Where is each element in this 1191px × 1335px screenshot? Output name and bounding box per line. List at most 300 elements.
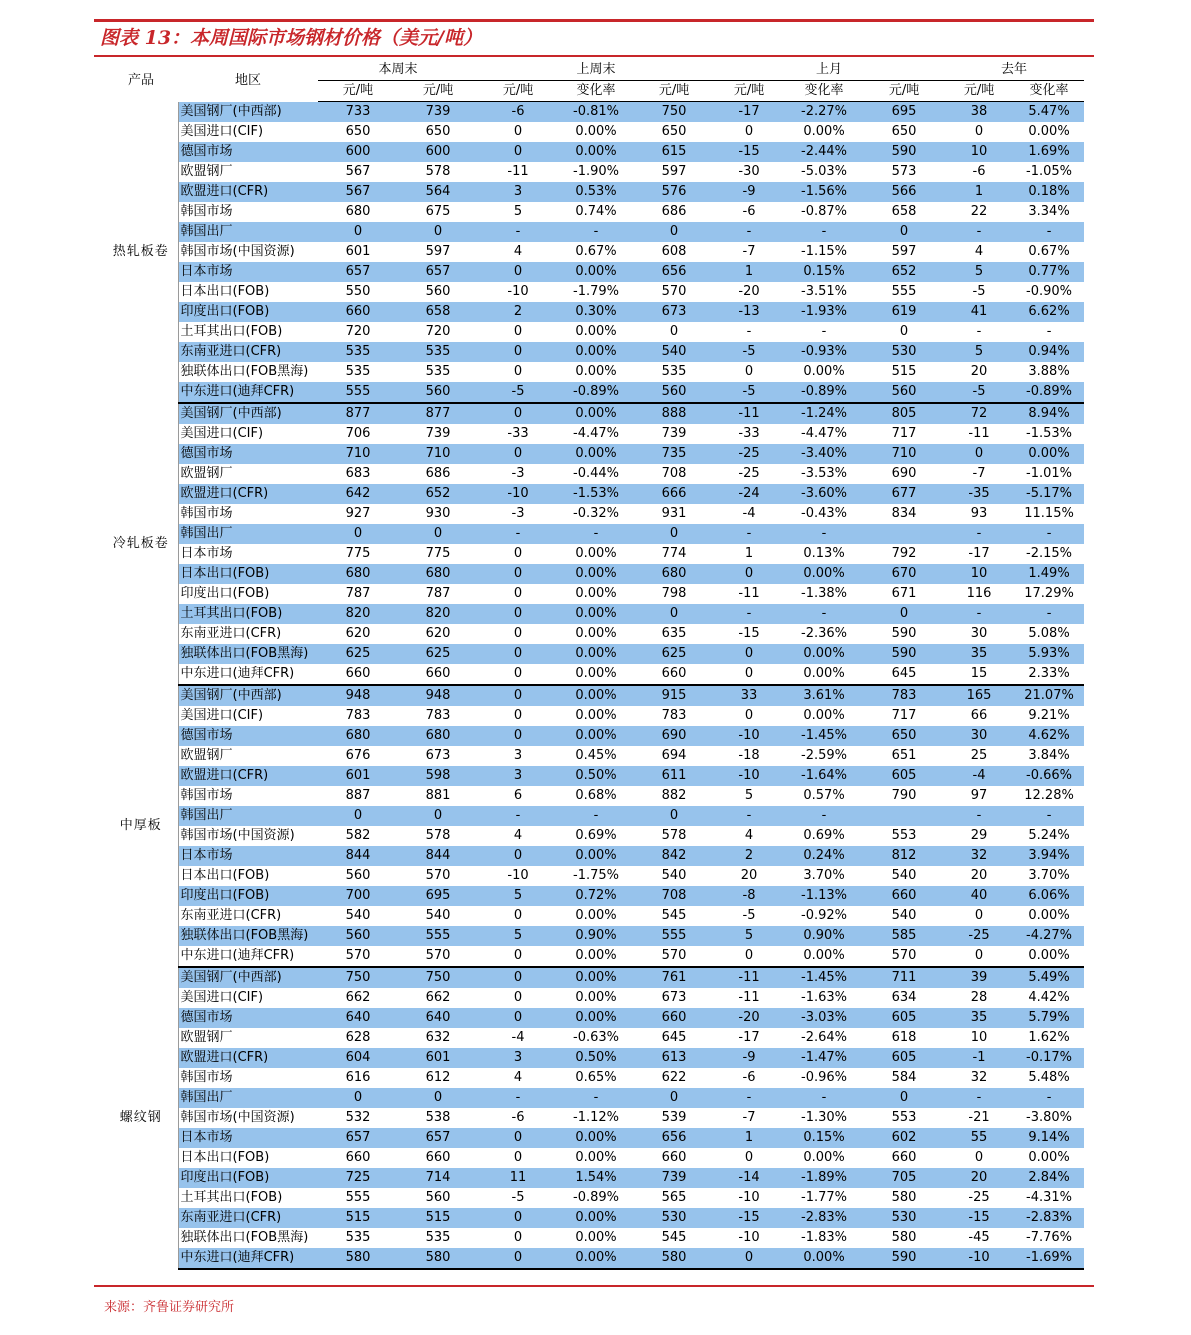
value-cell: -1.77% — [784, 1188, 864, 1208]
value-cell — [864, 524, 944, 544]
value-cell: -45 — [944, 1228, 1014, 1248]
value-cell: 650 — [634, 122, 714, 142]
value-cell: - — [714, 806, 784, 826]
value-cell: 0.00% — [784, 1248, 864, 1269]
value-cell: 35 — [944, 644, 1014, 664]
value-cell: 666 — [634, 484, 714, 504]
value-cell: 820 — [398, 604, 478, 624]
value-cell: 560 — [318, 866, 398, 886]
value-cell: -10 — [714, 766, 784, 786]
value-cell: 35 — [944, 1008, 1014, 1028]
region-cell: 韩国市场(中国资源) — [178, 242, 318, 262]
value-cell: 550 — [318, 282, 398, 302]
value-cell: 600 — [318, 142, 398, 162]
value-cell: 650 — [318, 122, 398, 142]
value-cell: - — [944, 222, 1014, 242]
value-cell: 3 — [478, 182, 558, 202]
value-cell: 15 — [944, 664, 1014, 685]
value-cell: 5 — [714, 926, 784, 946]
value-cell: -1.63% — [784, 988, 864, 1008]
value-cell: 538 — [398, 1108, 478, 1128]
value-cell: 650 — [864, 122, 944, 142]
value-cell: -7 — [944, 464, 1014, 484]
value-cell: 0 — [478, 122, 558, 142]
value-cell: -14 — [714, 1168, 784, 1188]
table-row — [104, 484, 1084, 504]
table-row — [104, 926, 1084, 946]
value-cell: 32 — [944, 846, 1014, 866]
value-cell: 0.00% — [784, 946, 864, 967]
value-cell: 0.00% — [558, 1248, 634, 1269]
table-row — [104, 1068, 1084, 1088]
value-cell: 532 — [318, 1108, 398, 1128]
value-cell: 0 — [714, 1248, 784, 1269]
value-cell: 0.00% — [558, 1008, 634, 1028]
value-cell: 3 — [478, 746, 558, 766]
figure-title: 图表 13：本周国际市场钢材价格（美元/吨） — [100, 27, 482, 49]
value-cell: 642 — [318, 484, 398, 504]
value-cell: 680 — [318, 202, 398, 222]
region-cell: 欧盟进口(CFR) — [178, 182, 318, 202]
value-cell: -1.38% — [784, 584, 864, 604]
value-cell: 11.15% — [1014, 504, 1084, 524]
value-cell: 597 — [864, 242, 944, 262]
value-cell: 739 — [398, 424, 478, 444]
top-rule — [94, 19, 1094, 22]
value-cell: 725 — [318, 1168, 398, 1188]
value-cell: -5 — [944, 282, 1014, 302]
value-cell: 706 — [318, 424, 398, 444]
table-row — [104, 946, 1084, 967]
value-cell: 0.00% — [784, 664, 864, 685]
value-cell: 605 — [864, 766, 944, 786]
table-row — [104, 846, 1084, 866]
value-cell: 567 — [318, 182, 398, 202]
value-cell: 5.93% — [1014, 644, 1084, 664]
value-cell: 22 — [944, 202, 1014, 222]
value-cell: 0.00% — [558, 726, 634, 746]
value-cell: 0.00% — [558, 362, 634, 382]
bottom-rule — [94, 1285, 1094, 1287]
value-cell: 0.00% — [558, 624, 634, 644]
value-cell: 116 — [944, 584, 1014, 604]
value-cell: 0.00% — [558, 444, 634, 464]
table-row — [104, 1248, 1084, 1269]
value-cell: -1.89% — [784, 1168, 864, 1188]
value-cell: 0.50% — [558, 1048, 634, 1068]
value-cell: -11 — [714, 988, 784, 1008]
value-cell: -5 — [478, 382, 558, 403]
value-cell: - — [1014, 806, 1084, 826]
region-cell: 韩国出厂 — [178, 1088, 318, 1108]
value-cell: -7 — [714, 1108, 784, 1128]
value-cell: 578 — [398, 162, 478, 182]
region-cell: 日本市场 — [178, 1128, 318, 1148]
region-cell: 韩国市场 — [178, 202, 318, 222]
value-cell: -1.12% — [558, 1108, 634, 1128]
value-cell: 632 — [398, 1028, 478, 1048]
value-cell: -1.01% — [1014, 464, 1084, 484]
value-cell: 0.94% — [1014, 342, 1084, 362]
price-table — [104, 60, 1084, 1270]
value-cell: 775 — [398, 544, 478, 564]
value-cell: 660 — [318, 664, 398, 685]
value-cell: 0 — [478, 1228, 558, 1248]
value-cell: -0.92% — [784, 906, 864, 926]
value-cell: 0 — [478, 584, 558, 604]
value-cell: 660 — [864, 886, 944, 906]
value-cell: 0.00% — [558, 564, 634, 584]
value-cell: 3.84% — [1014, 746, 1084, 766]
value-cell: 40 — [944, 886, 1014, 906]
table-row — [104, 624, 1084, 644]
value-cell: 0 — [478, 624, 558, 644]
table-row — [104, 664, 1084, 685]
value-cell: 580 — [318, 1248, 398, 1269]
region-cell: 东南亚进口(CFR) — [178, 906, 318, 926]
value-cell: -0.89% — [1014, 382, 1084, 403]
value-cell: 545 — [634, 906, 714, 926]
value-cell: 5 — [478, 926, 558, 946]
header-sub: 元/吨 — [318, 81, 398, 102]
region-cell: 欧盟进口(CFR) — [178, 1048, 318, 1068]
value-cell: 0.90% — [784, 926, 864, 946]
header-group-last-week: 上周末 — [478, 60, 714, 81]
value-cell: 735 — [634, 444, 714, 464]
value-cell: - — [714, 322, 784, 342]
value-cell: 640 — [398, 1008, 478, 1028]
header-product: 产品 — [127, 72, 154, 88]
region-cell: 东南亚进口(CFR) — [178, 624, 318, 644]
value-cell: 585 — [864, 926, 944, 946]
value-cell: - — [478, 524, 558, 544]
value-cell: 930 — [398, 504, 478, 524]
value-cell: 761 — [634, 967, 714, 988]
value-cell: 3 — [478, 766, 558, 786]
value-cell: 0 — [478, 322, 558, 342]
value-cell: 515 — [864, 362, 944, 382]
table-row — [104, 362, 1084, 382]
value-cell: 1.62% — [1014, 1028, 1084, 1048]
value-cell: -0.87% — [784, 202, 864, 222]
value-cell: 0 — [714, 564, 784, 584]
value-cell: -1.45% — [784, 967, 864, 988]
value-cell: 710 — [398, 444, 478, 464]
value-cell: 1.54% — [558, 1168, 634, 1188]
value-cell: -1.45% — [784, 726, 864, 746]
value-cell: -10 — [714, 1188, 784, 1208]
value-cell: 660 — [634, 664, 714, 685]
value-cell: -24 — [714, 484, 784, 504]
value-cell: 0.13% — [784, 544, 864, 564]
value-cell: 616 — [318, 1068, 398, 1088]
value-cell: 662 — [398, 988, 478, 1008]
table-row — [104, 1088, 1084, 1108]
header-sub: 变化率 — [1014, 81, 1084, 102]
value-cell: -1 — [944, 1048, 1014, 1068]
value-cell: 739 — [634, 1168, 714, 1188]
value-cell: 0.00% — [558, 342, 634, 362]
value-cell: 540 — [634, 866, 714, 886]
value-cell: 0.77% — [1014, 262, 1084, 282]
value-cell: 660 — [634, 1008, 714, 1028]
value-cell: 673 — [398, 746, 478, 766]
value-cell: 927 — [318, 504, 398, 524]
value-cell: -8 — [714, 886, 784, 906]
value-cell: 539 — [634, 1108, 714, 1128]
table-row — [104, 584, 1084, 604]
value-cell: -3.51% — [784, 282, 864, 302]
table-row — [104, 604, 1084, 624]
region-cell: 美国钢厂(中西部) — [178, 403, 318, 424]
value-cell: 5 — [478, 886, 558, 906]
value-cell: 3.61% — [784, 685, 864, 706]
value-cell: -25 — [714, 444, 784, 464]
value-cell: 97 — [944, 786, 1014, 806]
value-cell: -25 — [944, 926, 1014, 946]
region-cell: 欧盟钢厂 — [178, 746, 318, 766]
value-cell: 4 — [478, 242, 558, 262]
value-cell: 0.00% — [558, 403, 634, 424]
value-cell: 0 — [398, 524, 478, 544]
table-row — [104, 806, 1084, 826]
region-cell: 德国市场 — [178, 142, 318, 162]
value-cell: 0 — [634, 806, 714, 826]
value-cell: 657 — [318, 1128, 398, 1148]
value-cell: 645 — [864, 664, 944, 685]
value-cell: 21.07% — [1014, 685, 1084, 706]
value-cell: 5 — [714, 786, 784, 806]
header-sub: 元/吨 — [478, 81, 558, 102]
value-cell: - — [784, 222, 864, 242]
table-row — [104, 464, 1084, 484]
region-cell: 东南亚进口(CFR) — [178, 1208, 318, 1228]
table-row — [104, 866, 1084, 886]
value-cell: -3.60% — [784, 484, 864, 504]
value-cell: - — [944, 806, 1014, 826]
value-cell: -25 — [714, 464, 784, 484]
value-cell: 566 — [864, 182, 944, 202]
value-cell: 948 — [318, 685, 398, 706]
value-cell: 608 — [634, 242, 714, 262]
value-cell: 4.42% — [1014, 988, 1084, 1008]
value-cell: -5 — [478, 1188, 558, 1208]
value-cell: 39 — [944, 967, 1014, 988]
value-cell: 613 — [634, 1048, 714, 1068]
region-cell: 美国进口(CIF) — [178, 706, 318, 726]
value-cell: 650 — [398, 122, 478, 142]
value-cell: -1.47% — [784, 1048, 864, 1068]
value-cell: 798 — [634, 584, 714, 604]
table-row — [104, 1168, 1084, 1188]
value-cell: 0 — [714, 1148, 784, 1168]
value-cell: 0 — [478, 664, 558, 685]
value-cell: 11 — [478, 1168, 558, 1188]
value-cell: - — [714, 524, 784, 544]
value-cell: 0.00% — [784, 362, 864, 382]
value-cell: 515 — [318, 1208, 398, 1228]
value-cell: 4 — [944, 242, 1014, 262]
value-cell: 515 — [398, 1208, 478, 1228]
value-cell: 0.00% — [558, 1128, 634, 1148]
value-cell: - — [558, 1088, 634, 1108]
title-rule — [94, 55, 1094, 57]
value-cell: 812 — [864, 846, 944, 866]
value-cell: 683 — [318, 464, 398, 484]
table-row — [104, 182, 1084, 202]
value-cell: -18 — [714, 746, 784, 766]
value-cell: 33 — [714, 685, 784, 706]
value-cell: 12.28% — [1014, 786, 1084, 806]
value-cell: 0.18% — [1014, 182, 1084, 202]
value-cell: 0 — [318, 222, 398, 242]
value-cell: -6 — [714, 202, 784, 222]
value-cell: 0 — [318, 806, 398, 826]
value-cell: -4.47% — [558, 424, 634, 444]
value-cell: -20 — [714, 282, 784, 302]
value-cell: 1.69% — [1014, 142, 1084, 162]
value-cell: 0 — [944, 1148, 1014, 1168]
value-cell: -0.89% — [784, 382, 864, 403]
value-cell: 598 — [398, 766, 478, 786]
value-cell: -1.79% — [558, 282, 634, 302]
value-cell: 555 — [864, 282, 944, 302]
table-row — [104, 382, 1084, 403]
table-row — [104, 1048, 1084, 1068]
value-cell: 619 — [864, 302, 944, 322]
value-cell: 590 — [864, 644, 944, 664]
value-cell: -1.30% — [784, 1108, 864, 1128]
value-cell: 0 — [714, 122, 784, 142]
value-cell: -3.53% — [784, 464, 864, 484]
value-cell: -11 — [714, 967, 784, 988]
value-cell: -3 — [478, 504, 558, 524]
table-row — [104, 162, 1084, 182]
value-cell: 657 — [318, 262, 398, 282]
table-row — [104, 1188, 1084, 1208]
value-cell: 0 — [864, 222, 944, 242]
table-row — [104, 1108, 1084, 1128]
region-cell: 日本市场 — [178, 544, 318, 564]
value-cell: 658 — [864, 202, 944, 222]
value-cell: 5.08% — [1014, 624, 1084, 644]
region-cell: 日本出口(FOB) — [178, 564, 318, 584]
value-cell: 0.00% — [558, 846, 634, 866]
region-cell: 韩国市场(中国资源) — [178, 826, 318, 846]
value-cell: -0.32% — [558, 504, 634, 524]
value-cell: 0.00% — [558, 967, 634, 988]
header-sub: 元/吨 — [398, 81, 478, 102]
value-cell: 739 — [398, 102, 478, 123]
value-cell: 710 — [318, 444, 398, 464]
value-cell: 0 — [714, 946, 784, 967]
value-cell: 628 — [318, 1028, 398, 1048]
value-cell: -10 — [714, 726, 784, 746]
value-cell: 20 — [944, 362, 1014, 382]
region-cell: 印度出口(FOB) — [178, 886, 318, 906]
value-cell: 0 — [478, 342, 558, 362]
value-cell: 0.45% — [558, 746, 634, 766]
value-cell: -5 — [714, 906, 784, 926]
region-cell: 中东进口(迪拜CFR) — [178, 946, 318, 967]
table-row — [104, 222, 1084, 242]
value-cell: - — [478, 806, 558, 826]
value-cell: 650 — [864, 726, 944, 746]
region-cell: 韩国市场 — [178, 786, 318, 806]
value-cell: 0.00% — [784, 1148, 864, 1168]
value-cell: -5.17% — [1014, 484, 1084, 504]
value-cell: - — [1014, 604, 1084, 624]
value-cell: 165 — [944, 685, 1014, 706]
value-cell: 1 — [714, 544, 784, 564]
value-cell: 3.88% — [1014, 362, 1084, 382]
value-cell: 0 — [478, 644, 558, 664]
value-cell: 5 — [944, 262, 1014, 282]
value-cell: -4 — [944, 766, 1014, 786]
value-cell: 0.00% — [558, 1208, 634, 1228]
value-cell: 0.00% — [558, 322, 634, 342]
value-cell: 535 — [318, 342, 398, 362]
value-cell: 844 — [318, 846, 398, 866]
value-cell: 9.21% — [1014, 706, 1084, 726]
header-sub: 元/吨 — [864, 81, 944, 102]
table-row — [104, 886, 1084, 906]
region-cell: 独联体出口(FOB黑海) — [178, 1228, 318, 1248]
value-cell: -7.76% — [1014, 1228, 1084, 1248]
value-cell: 540 — [318, 906, 398, 926]
value-cell: 604 — [318, 1048, 398, 1068]
value-cell: 600 — [398, 142, 478, 162]
value-cell: 714 — [398, 1168, 478, 1188]
value-cell: 0.00% — [784, 122, 864, 142]
value-cell: 1.49% — [1014, 564, 1084, 584]
value-cell: 677 — [864, 484, 944, 504]
value-cell: -3.03% — [784, 1008, 864, 1028]
header-group-last-year: 去年 — [944, 60, 1084, 81]
value-cell: 0 — [398, 222, 478, 242]
value-cell: 535 — [398, 342, 478, 362]
value-cell: 560 — [318, 926, 398, 946]
value-cell: 675 — [398, 202, 478, 222]
value-cell: 0 — [944, 946, 1014, 967]
value-cell: 680 — [398, 564, 478, 584]
region-cell: 韩国市场 — [178, 504, 318, 524]
value-cell: 0.15% — [784, 1128, 864, 1148]
value-cell: 0.53% — [558, 182, 634, 202]
table-row — [104, 142, 1084, 162]
value-cell: 5 — [478, 202, 558, 222]
region-cell: 美国进口(CIF) — [178, 988, 318, 1008]
value-cell: 660 — [398, 1148, 478, 1168]
value-cell: 0 — [478, 1128, 558, 1148]
value-cell: 0 — [864, 604, 944, 624]
product-label: 热轧板卷 — [104, 102, 178, 404]
region-cell: 欧盟钢厂 — [178, 464, 318, 484]
region-cell: 印度出口(FOB) — [178, 1168, 318, 1188]
value-cell: 651 — [864, 746, 944, 766]
region-cell: 土耳其出口(FOB) — [178, 1188, 318, 1208]
value-cell: 0.00% — [558, 988, 634, 1008]
value-cell: -0.66% — [1014, 766, 1084, 786]
value-cell: 38 — [944, 102, 1014, 123]
value-cell: 0 — [478, 846, 558, 866]
value-cell: 948 — [398, 685, 478, 706]
value-cell: -11 — [944, 424, 1014, 444]
value-cell: 565 — [634, 1188, 714, 1208]
region-cell: 中东进口(迪拜CFR) — [178, 1248, 318, 1269]
region-cell: 美国钢厂(中西部) — [178, 685, 318, 706]
value-cell: 0.00% — [1014, 444, 1084, 464]
